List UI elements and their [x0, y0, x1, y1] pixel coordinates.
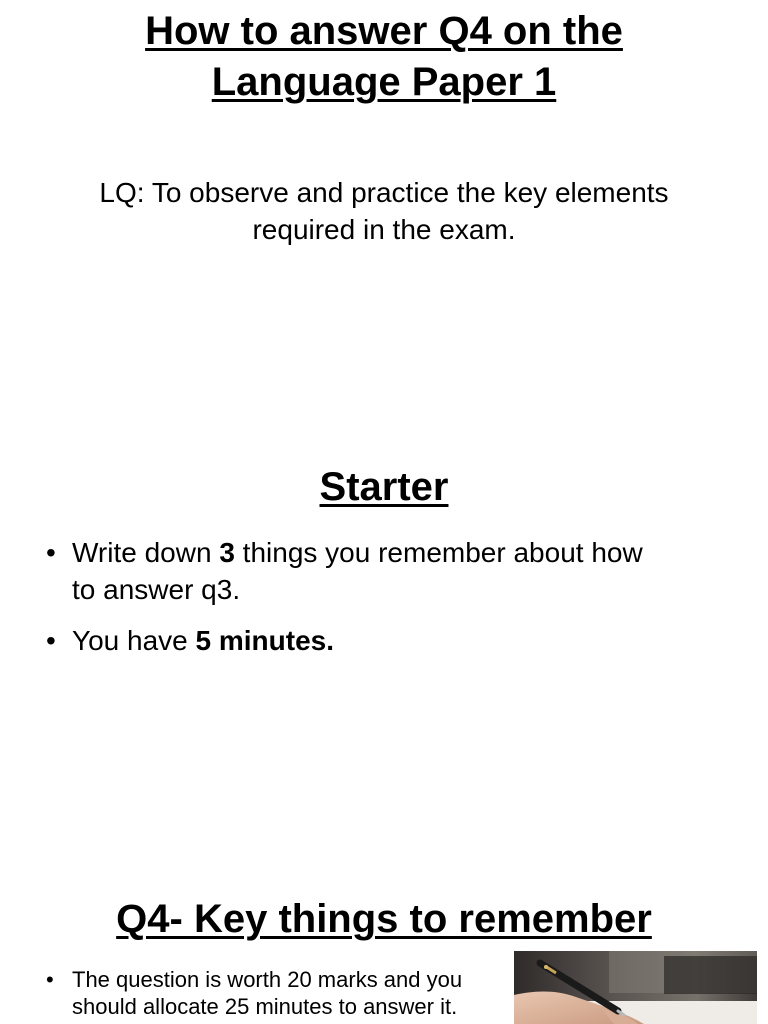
bullet-text-line-2: should allocate 25 minutes to answer it. — [72, 994, 458, 1019]
bullet-text-bold: 3 — [219, 537, 235, 568]
list-item — [46, 966, 496, 1020]
learning-question-line-2: required in the exam. — [252, 214, 516, 245]
key-things-title: Q4- Key things to remember — [116, 897, 652, 941]
bullet-icon: • — [46, 625, 56, 656]
key-things-bullet-list — [46, 966, 496, 1020]
slide-1-title-line-1: How to answer Q4 on the — [145, 9, 623, 53]
hand-writing-with-pen-photo — [514, 951, 757, 1024]
bullet-icon: • — [46, 537, 56, 568]
bullet-text-before: Write down — [72, 537, 220, 568]
bullet-text-before: You have — [72, 625, 196, 656]
learning-question-line-1: LQ: To observe and practice the key elements — [99, 177, 669, 208]
bullet-icon: • — [46, 967, 54, 992]
bullet-text-line-1: The question is worth 20 marks and you — [72, 967, 463, 992]
bullet-text-line-2: to answer q3. — [72, 574, 241, 605]
slide-1-title-line-2: Language Paper 1 — [211, 60, 557, 104]
bullet-text-after: things you remember about how — [234, 537, 643, 568]
pen-photo-illustration-icon — [514, 951, 757, 1024]
starter-title: Starter — [319, 465, 449, 509]
bullet-text-bold: 5 minutes. — [195, 625, 335, 656]
